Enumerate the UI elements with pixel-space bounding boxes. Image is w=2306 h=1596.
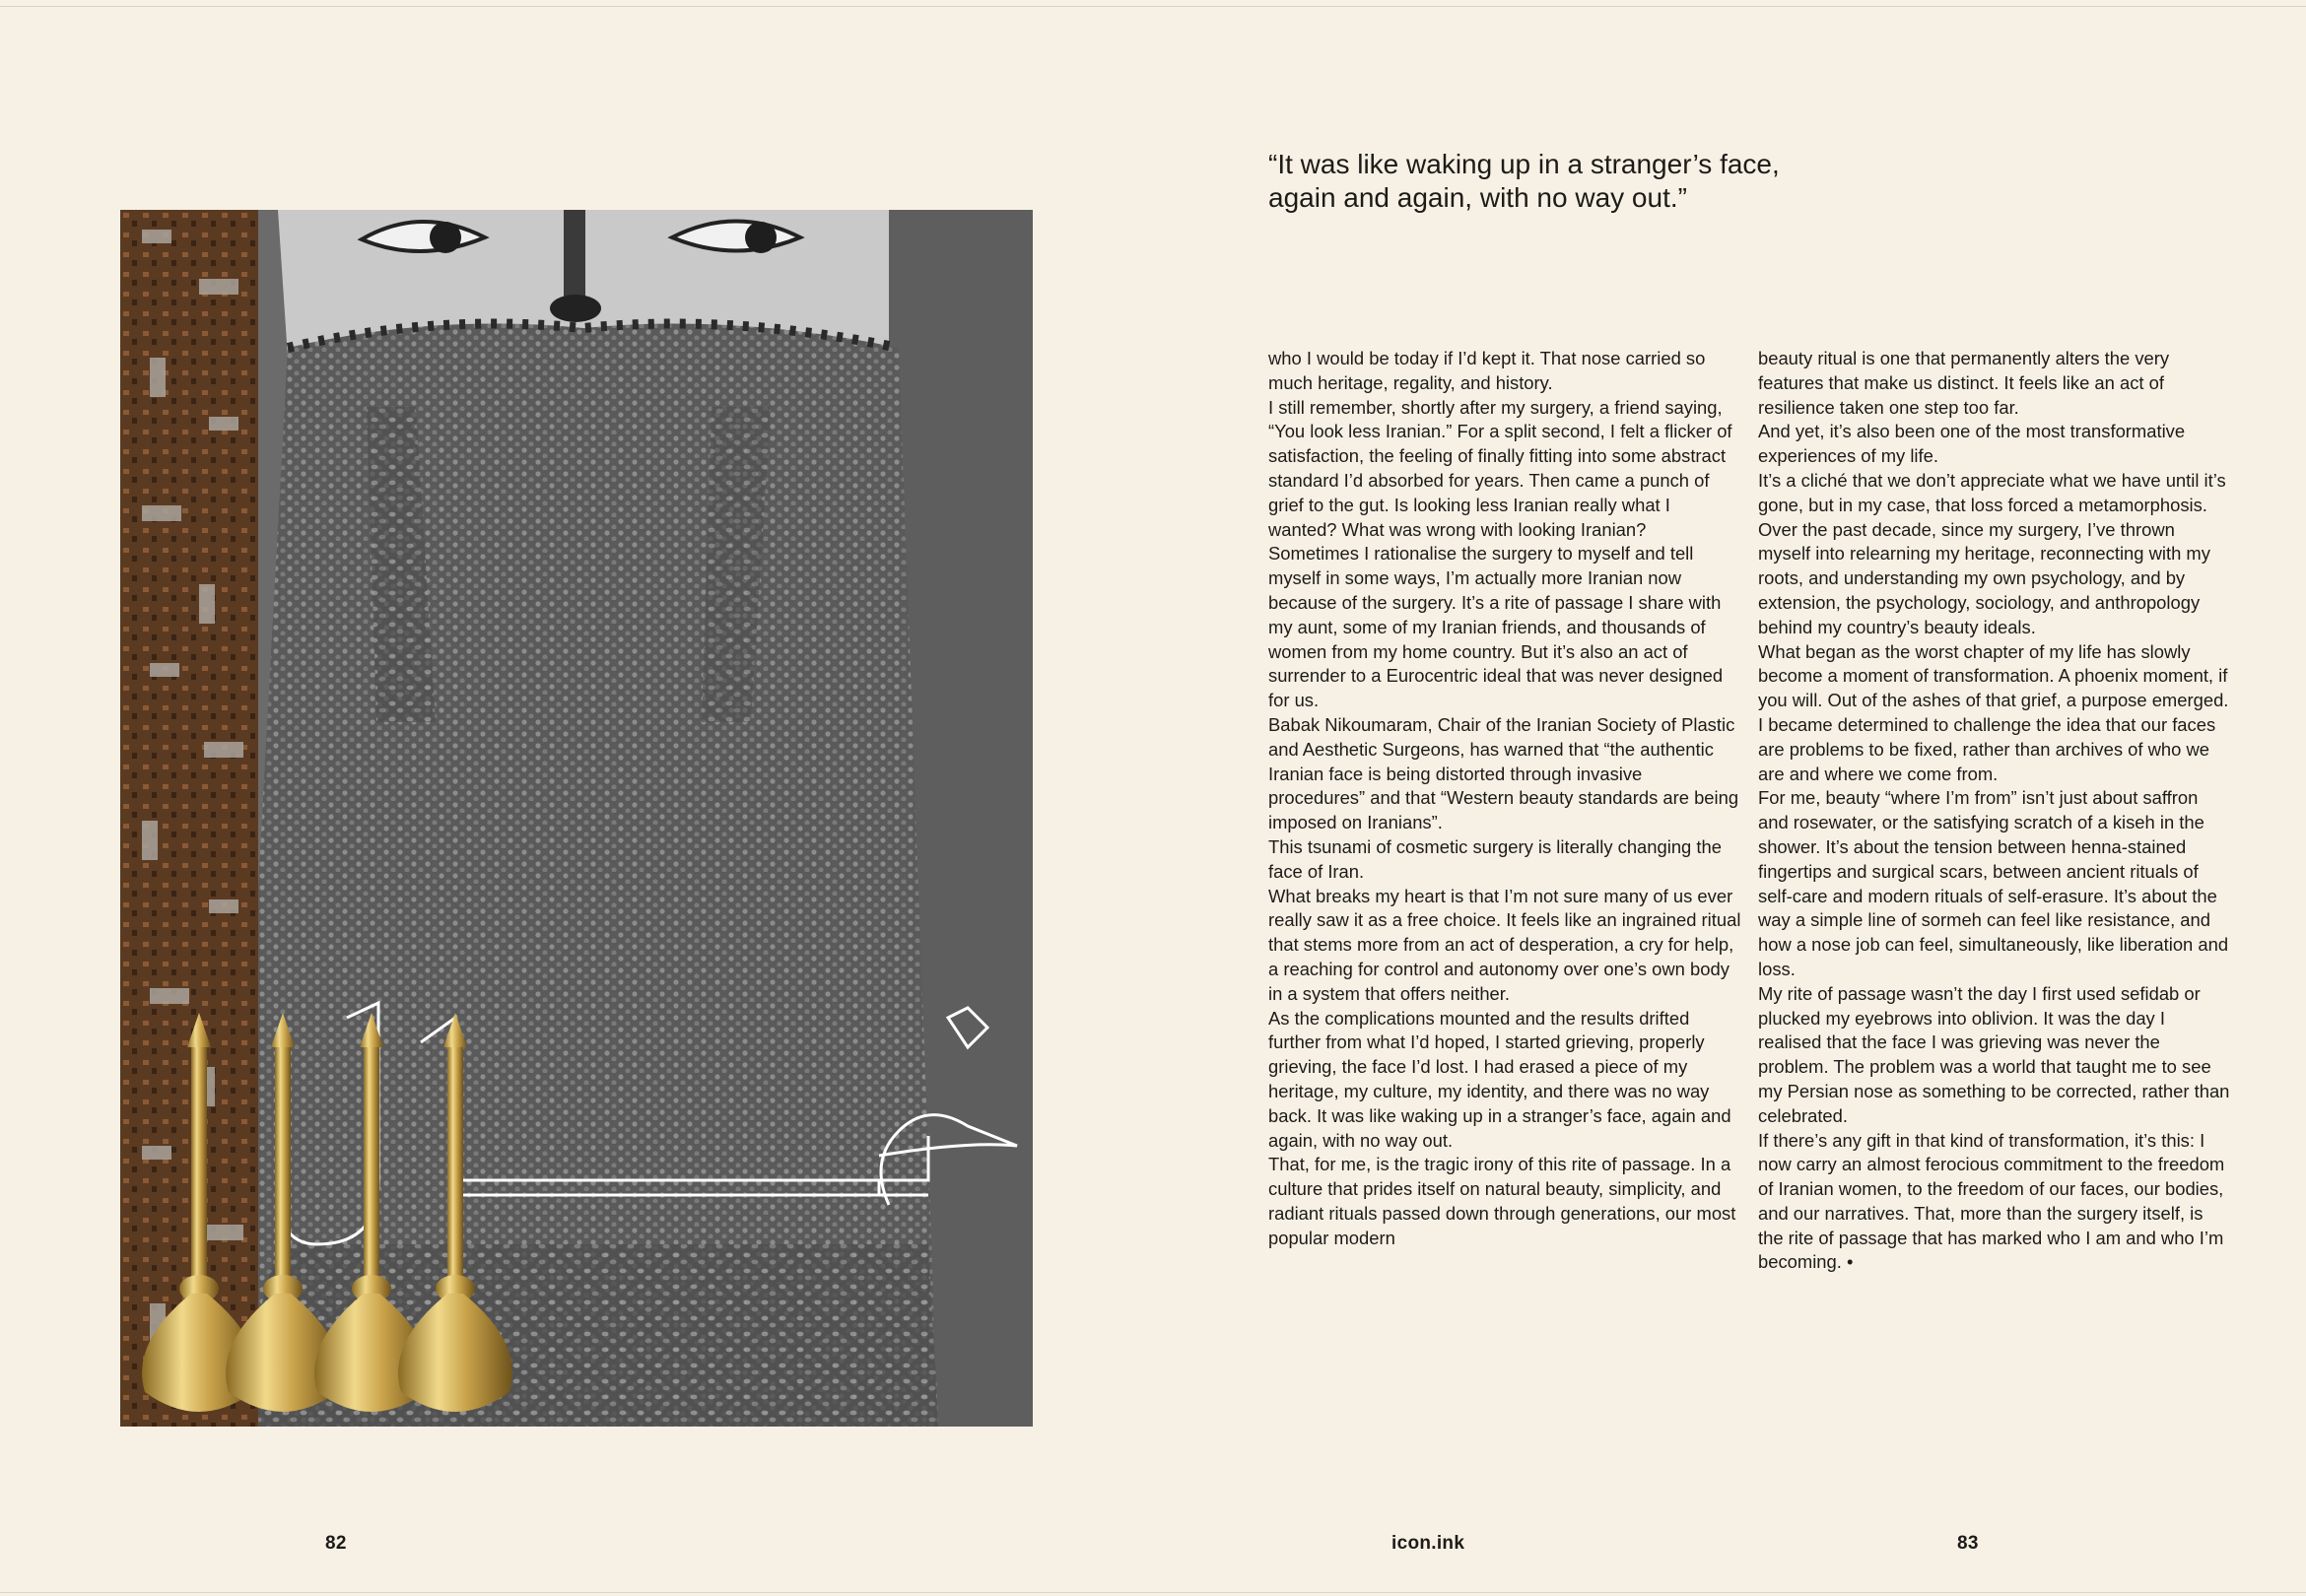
paragraph: What began as the worst chapter of my life has slowly become a moment of transformation. A phoenix moment, if you will. Out of the ashes of that grief, a purpose emerged. I became determined to challenge the idea that our faces are problems to be fixed, rather than archives of who we are and where we come from. bbox=[1758, 640, 2229, 784]
paragraph: As the complications mounted and the results drifted further from what I’d hoped, I started grieving, properly grieving, the face I’d lost. I had erased a piece of my heritage, my culture, my identity, and there was no way back. It was like waking up in a stranger’s face, again and again, with no way out. bbox=[1268, 1007, 1731, 1151]
collage-illustration bbox=[120, 210, 1033, 1427]
bottom-rule bbox=[0, 1592, 2306, 1593]
paragraph: beauty ritual is one that permanently alters the very features that make us distinct. It feels like an act of resilience taken one step too far. bbox=[1758, 348, 2170, 418]
pull-quote-line: “It was like waking up in a stranger’s face, bbox=[1268, 149, 1780, 179]
site-name: icon.ink bbox=[1391, 1533, 1465, 1554]
paragraph: This tsunami of cosmetic surgery is literally changing the face of Iran. bbox=[1268, 835, 1722, 882]
paragraph: Babak Nikoumaram, Chair of the Iranian Society of Plastic and Aesthetic Surgeons, has warned that “the authentic Iranian face is being distorted through invasive procedures” and that “Western beauty standards are being imposed on Iranians”. bbox=[1268, 713, 1739, 833]
paragraph: I still remember, shortly after my surgery, a friend saying, “You look less Iranian.” For a split second, I felt a flicker of satisfaction, the feeling of finally fitting into some abstract standard I’d absorbed for years. Then came a punch of grief to the gut. Is looking less Iranian really what I wanted? What was wrong with looking Iranian? bbox=[1268, 396, 1732, 540]
veiled-woman-collage bbox=[120, 210, 1033, 1427]
paragraph: For me, beauty “where I’m from” isn’t just about saffron and rosewater, or the satisfying scratch of a kiseh in the shower. It’s about the tension between henna-stained fingertips and surgical scars, between ancient rituals of self-care and modern rituals of self-erasure. It’s about the way a simple line of sormeh can feel like resistance, and how a nose job can feel, simultaneously, like liberation and loss. bbox=[1758, 787, 2229, 979]
top-rule bbox=[0, 6, 2306, 7]
article-column-right bbox=[1758, 347, 2231, 1275]
paragraph: My rite of passage wasn’t the day I first used sefidab or plucked my eyebrows into oblivion. It was the day I realised that the face I was grieving was never the problem. The problem was a world that taught me to see my Persian nose as something to be corrected, rather than celebrated. bbox=[1758, 982, 2230, 1126]
paragraph: If there’s any gift in that kind of transformation, it’s this: I now carry an almost ferocious commitment to the freedom of Iranian women, to the freedom of our faces, our bodies, and our narratives. That, more than the surgery itself, is the rite of passage that has marked who I am and who I’m becoming. • bbox=[1758, 1129, 2225, 1273]
paragraph: It’s a cliché that we don’t appreciate what we have until it’s gone, but in my case, that loss forced a metamorphosis. Over the past decade, since my surgery, I’ve thrown myself into relearning my heritage, reconnecting with my roots, and understanding my own psychology, and by extension, the psychology, sociology, and anthropology behind my country’s beauty ideals. bbox=[1758, 469, 2226, 637]
paragraph: Sometimes I rationalise the surgery to myself and tell myself in some ways, I’m actually more Iranian now because of the surgery. It’s a rite of passage I share with my aunt, some of my Iranian friends, and thousands of women from my home country. But it’s also an act of surrender to a Eurocentric ideal that was never designed for us. bbox=[1268, 543, 1724, 711]
page-number-left: 82 bbox=[325, 1533, 347, 1554]
paragraph: And yet, it’s also been one of the most transformative experiences of my life. bbox=[1758, 421, 2186, 467]
article-column-left bbox=[1268, 347, 1741, 1250]
paragraph: That, for me, is the tragic irony of this rite of passage. In a culture that prides itself on natural beauty, simplicity, and radiant rituals passed down through generations, our most popular modern bbox=[1268, 1154, 1736, 1248]
paragraph: who I would be today if I’d kept it. That nose carried so much heritage, regality, and history. bbox=[1268, 348, 1706, 393]
paragraph: What breaks my heart is that I’m not sure many of us ever really saw it as a free choice. It feels like an ingrained ritual that stems more from an act of desperation, a cry for help, a reaching for control and autonomy over one’s own body in a system that offers neither. bbox=[1268, 885, 1741, 1004]
pull-quote bbox=[1268, 148, 1899, 215]
pull-quote-line: again and again, with no way out.” bbox=[1268, 182, 1687, 213]
page-number-right: 83 bbox=[1957, 1533, 1979, 1554]
